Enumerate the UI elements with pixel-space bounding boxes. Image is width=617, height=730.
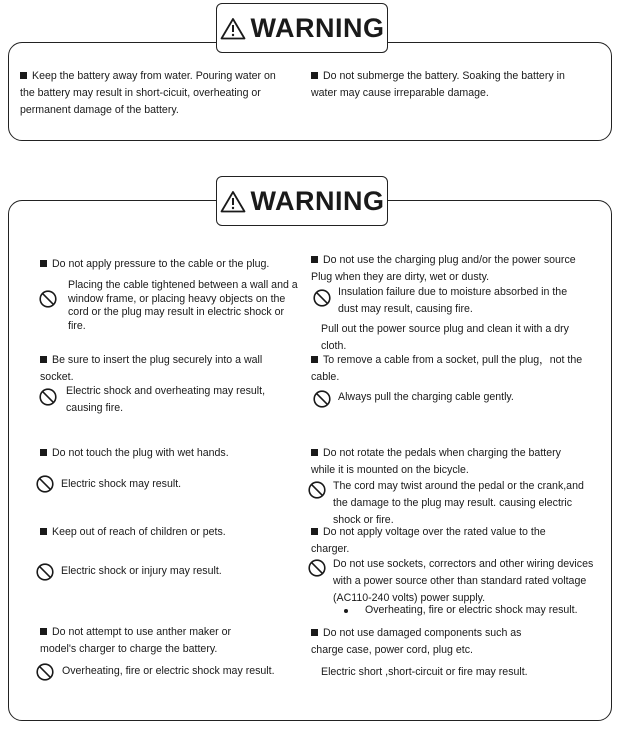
warning-triangle-icon [220, 17, 246, 40]
left-bullet-insert-plug: Be sure to insert the plug securely into a wall socket. [40, 352, 280, 386]
left-bullet-children: Keep out of reach of children or pets. [40, 524, 295, 541]
left-note-wet-hands: Electric shock may result. [61, 478, 182, 490]
left-note-children: Electric shock or injury may result. [61, 565, 222, 577]
right-bullet-dirty-plug: Do not use the charging plug and/or the power source Plug when they are dirty, wet or dusty. [311, 252, 586, 286]
left-bullet-pressure: Do not apply pressure to the cable or the plug. [40, 256, 295, 273]
right-extra-damaged: Electric short ,short-circuit or fire may result. [321, 666, 528, 678]
left-bullet-wet-hands: Do not touch the plug with wet hands. [40, 445, 295, 462]
right-note-voltage: Do not use sockets, correctors and other wiring devices with a power source other than standard rated voltage (AC110-240 volts) power supply. [333, 558, 594, 604]
right-bullet-pedals: Do not rotate the pedals when charging the battery while it is mounted on the bicycle. [311, 445, 581, 479]
top-right-warning-text: Do not submerge the battery. Soaking the battery in water may cause irreparable damage. [311, 68, 581, 102]
prohibited-icon [36, 475, 54, 493]
prohibited-icon [308, 481, 326, 499]
prohibited-icon [39, 290, 57, 308]
left-note-insert-plug: Electric shock and overheating may result, causing fire. [66, 385, 266, 414]
prohibited-icon [313, 390, 331, 408]
right-note-dirty-plug: Insulation failure due to moisture absorbed in the dust may result, causing fire. [338, 286, 568, 315]
prohibited-icon [36, 663, 54, 681]
bottom-warning-title-text: WARNING [250, 185, 385, 216]
top-warning-title-text: WARNING [250, 12, 385, 43]
left-note-pressure: Placing the cable tightened between a wall and a window frame, or placing heavy objects on the cord or the plug may result in electric shock or fire. [68, 279, 298, 332]
left-bullet-other-charger: Do not attempt to use anther maker or model's charger to charge the battery. [40, 624, 260, 658]
warning-triangle-icon [220, 190, 246, 213]
prohibited-icon [36, 563, 54, 581]
right-sub-voltage: Overheating, fire or electric shock may result. [365, 604, 578, 616]
top-left-warning-text: Keep the battery away from water. Pouring water on the battery may result in short-cicuit, overheating or permanent damage of the battery. [20, 68, 286, 119]
right-bullet-remove-cable: To remove a cable from a socket, pull the plug，not the cable. [311, 352, 591, 386]
prohibited-icon [313, 289, 331, 307]
right-note-pedals: The cord may twist around the pedal or the crank,and the damage to the plug may result. causing electric shock or fire. [333, 480, 584, 526]
prohibited-icon [39, 388, 57, 406]
bottom-warning-title [216, 176, 388, 226]
prohibited-icon [308, 559, 326, 577]
right-note-remove-cable: Always pull the charging cable gently. [338, 391, 514, 403]
left-note-other-charger: Overheating, fire or electric shock may result. [62, 665, 275, 677]
right-extra-dirty-plug: Pull out the power source plug and clean it with a dry cloth. [321, 323, 569, 352]
right-bullet-damaged: Do not use damaged components such as charge case, power cord, plug etc. [311, 625, 536, 659]
top-warning-title [216, 3, 388, 53]
sub-bullet-dot [344, 609, 348, 613]
right-bullet-voltage: Do not apply voltage over the rated value to the charger. [311, 524, 571, 558]
